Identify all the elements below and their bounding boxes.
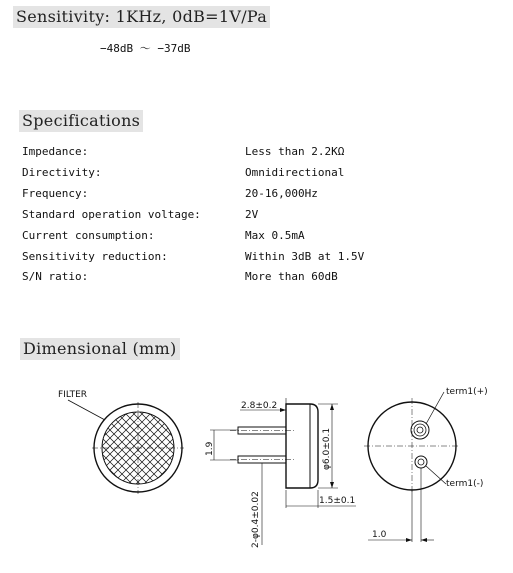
spec-value: 2V — [245, 208, 259, 221]
filter-label: FILTER — [58, 390, 88, 400]
term-minus-label: term1(-) — [446, 479, 484, 489]
spec-label: Sensitivity reduction: — [22, 250, 168, 263]
term-plus-label: term1(+) — [446, 387, 488, 397]
specifications-heading: Specifications — [19, 110, 143, 132]
spec-value: 20-16,000Hz — [245, 187, 318, 200]
spec-label: S/N ratio: — [22, 270, 89, 283]
dim-pin-label: 2-φ0.4±0.02 — [251, 491, 261, 548]
spec-label: Impedance: — [22, 145, 89, 158]
dimension-drawing — [0, 370, 513, 570]
spec-label: Frequency: — [22, 187, 89, 200]
spec-value: Less than 2.2KΩ — [245, 145, 345, 158]
dim-diameter-label: φ6.0±0.1 — [322, 427, 332, 470]
spec-value: Omnidirectional — [245, 166, 345, 179]
dim-bottom-label: 1.5±0.1 — [319, 496, 356, 506]
dimensional-heading: Dimensional (mm) — [20, 338, 180, 360]
sensitivity-heading: Sensitivity: 1KHz, 0dB=1V/Pa — [13, 6, 270, 28]
back-view — [364, 392, 460, 542]
dim-right-label: 1.0 — [372, 530, 387, 540]
spec-label: Current consumption: — [22, 229, 155, 242]
dim-top-label: 2.8±0.2 — [241, 401, 278, 411]
spec-value: More than 60dB — [245, 270, 338, 283]
spec-value: Max 0.5mA — [245, 229, 305, 242]
spec-label: Directivity: — [22, 166, 102, 179]
spec-value: Within 3dB at 1.5V — [245, 250, 365, 263]
side-view — [210, 398, 356, 545]
spec-label: Standard operation voltage: — [22, 208, 201, 221]
sensitivity-range: −48dB ～ −37dB — [100, 42, 191, 55]
dim-left-label: 1.9 — [205, 441, 215, 456]
front-view — [68, 400, 196, 516]
